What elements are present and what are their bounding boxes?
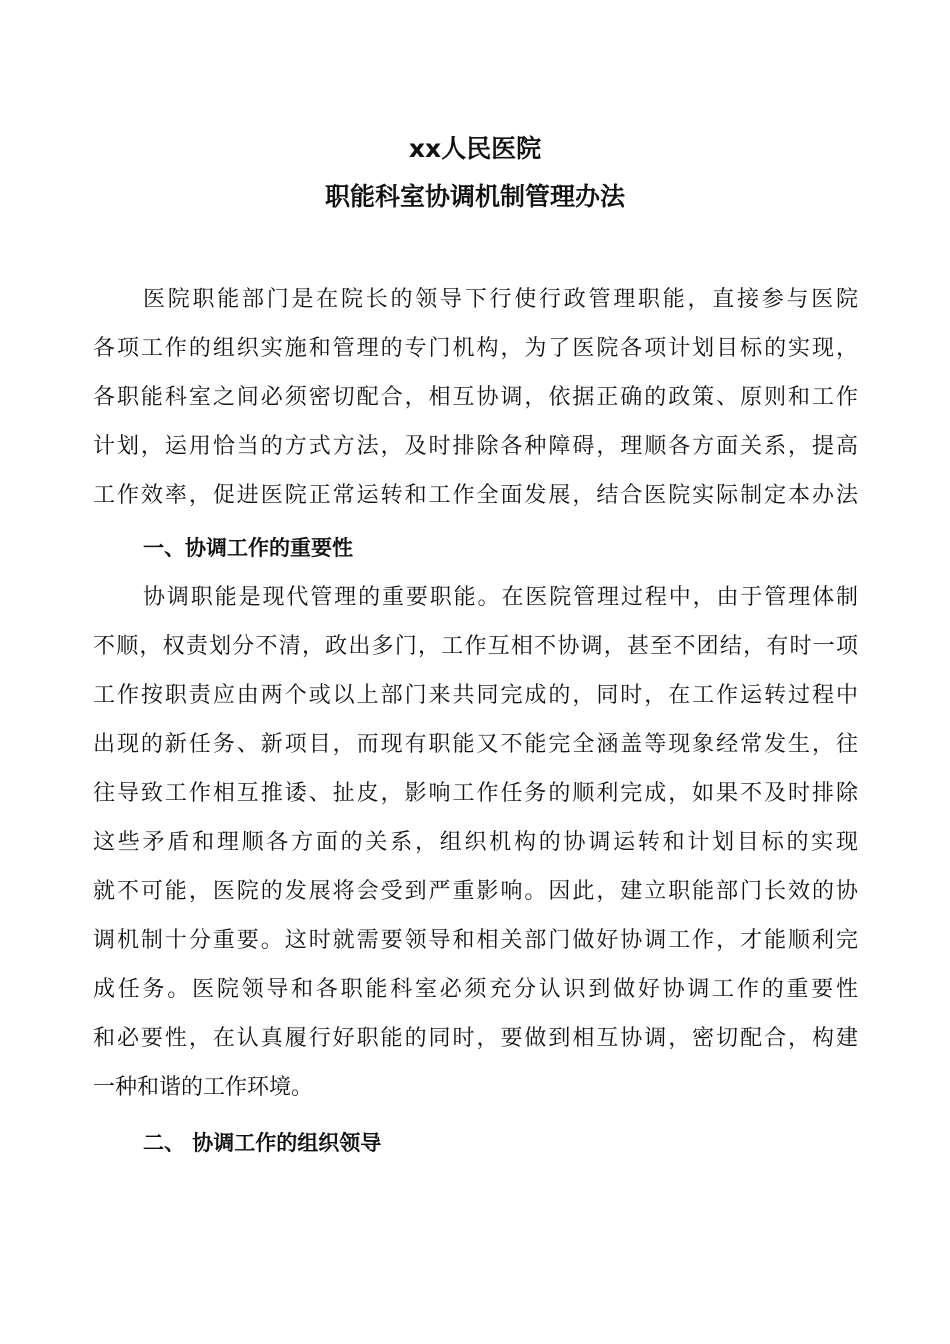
paragraph-line: 和必要性，在认真履行好职能的同时，要做到相互协调，密切配合，构建 <box>93 1026 858 1051</box>
document-title-hospital: xx人民医院 <box>408 134 542 163</box>
paragraph-line: 计划，运用恰当的方式方法，及时排除各种障碍，理顺各方面关系，提高 <box>93 434 858 459</box>
paragraph-line: 一种和谐的工作环境。 <box>93 1075 314 1100</box>
document-title-regulation: 职能科室协调机制管理办法 <box>324 182 625 211</box>
paragraph-line: 各职能科室之间必须密切配合，相互协调，依据正确的政策、原则和工作 <box>93 385 858 410</box>
paragraph-line: 这些矛盾和理顺各方面的关系，组织机构的协调运转和计划目标的实现 <box>93 830 858 855</box>
paragraph-line: 协调职能是现代管理的重要职能。在医院管理过程中，由于管理体制 <box>143 585 858 610</box>
intro-paragraph <box>93 275 858 520</box>
paragraph-line: 工作效率，促进医院正常运转和工作全面发展，结合医院实际制定本办法 <box>93 483 858 508</box>
paragraph-line: 就不可能，医院的发展将会受到严重影响。因此，建立职能部门长效的协 <box>93 879 858 904</box>
paragraph-line: 各项工作的组织实施和管理的专门机构，为了医院各项计划目标的实现， <box>93 336 858 361</box>
paragraph-line: 成任务。医院领导和各职能科室必须充分认识到做好协调工作的重要性 <box>93 977 858 1002</box>
section1-paragraph <box>93 573 858 1112</box>
paragraph-line: 不顺，权责划分不清，政出多门，工作互相不协调，甚至不团结，有时一项 <box>93 634 858 659</box>
section-heading-organization: 二、 协调工作的组织领导 <box>143 1131 382 1155</box>
paragraph-line: 调机制十分重要。这时就需要领导和相关部门做好协调工作，才能顺利完 <box>93 928 858 953</box>
paragraph-line: 往导致工作相互推诿、扯皮，影响工作任务的顺利完成，如果不及时排除 <box>93 781 858 806</box>
paragraph-line: 医院职能部门是在院长的领导下行使行政管理职能，直接参与医院 <box>143 287 858 312</box>
paragraph-line: 出现的新任务、新项目，而现有职能又不能完全涵盖等现象经常发生，往 <box>93 732 858 757</box>
section-heading-importance: 一、协调工作的重要性 <box>143 536 353 560</box>
paragraph-line: 工作按职责应由两个或以上部门来共同完成的，同时，在工作运转过程中 <box>93 683 858 708</box>
